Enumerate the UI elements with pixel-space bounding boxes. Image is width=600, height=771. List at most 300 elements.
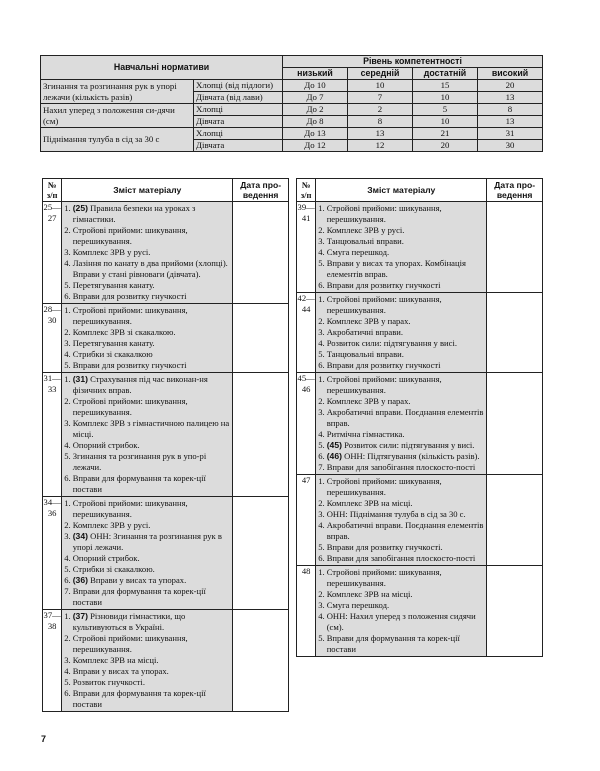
- norms-value: 13: [478, 116, 543, 128]
- item-text: Вправи для запобігання плоскосто-пості: [326, 462, 476, 472]
- item-text-wrapper: [327, 280, 485, 291]
- norms-value: 21: [413, 128, 478, 140]
- norms-group: Дівчата: [194, 116, 283, 128]
- content-item: [64, 575, 230, 586]
- item-number: 2.: [318, 589, 325, 599]
- lesson-date: [233, 610, 289, 712]
- lesson-row: [43, 610, 289, 712]
- content-item: [318, 498, 484, 509]
- content-item: [318, 553, 484, 564]
- content-item: [64, 440, 230, 451]
- item-text-wrapper: [73, 349, 231, 360]
- item-number: 6.: [64, 688, 71, 698]
- content-item: [318, 429, 484, 440]
- item-text-wrapper: [73, 677, 231, 688]
- item-text: ОНН: Піднімання тулуба в сід за 30 с.: [326, 509, 466, 519]
- content-item: [64, 247, 230, 258]
- content-item: [318, 542, 484, 553]
- content-item: [318, 476, 484, 498]
- item-number: 3.: [64, 655, 71, 665]
- content-item: [64, 451, 230, 473]
- column-header-number: № з/п: [297, 179, 316, 202]
- item-number: 2.: [64, 225, 71, 235]
- item-lesson-ref: (36): [72, 575, 88, 585]
- item-number: 5.: [64, 677, 71, 687]
- item-text: Вправи у висах та упорах. Комбінація елементів вправ.: [326, 258, 466, 279]
- item-number: 5.: [64, 360, 71, 370]
- lesson-content: [316, 566, 487, 657]
- item-number: 1.: [64, 374, 71, 384]
- item-number: 7.: [64, 586, 71, 596]
- content-item: [64, 688, 230, 710]
- content-item: [64, 280, 230, 291]
- norms-group: Дівчата (від лави): [194, 92, 283, 104]
- item-text: Вправи для формування та корек-ції постави: [72, 586, 206, 607]
- item-text: Правила безпеки на уроках з гімнастики.: [72, 203, 196, 224]
- item-lesson-ref: (45): [326, 440, 342, 450]
- lesson-date: [233, 373, 289, 497]
- lesson-number: 25—27: [43, 202, 62, 304]
- item-number: 1.: [318, 374, 325, 384]
- item-text: ОНН: Нахил уперед з положення сидячи (см).: [326, 611, 476, 632]
- item-number: 5.: [318, 633, 325, 643]
- content-item: [318, 280, 484, 291]
- item-text: Акробатичні вправи. Поєднання елементів вправ.: [326, 407, 484, 428]
- norms-group: Дівчата: [194, 140, 283, 152]
- item-text: Комплекс ЗРВ на місці.: [326, 498, 413, 508]
- item-number: 1.: [64, 611, 71, 621]
- item-text-wrapper: [73, 451, 231, 473]
- item-number: 5.: [318, 349, 325, 359]
- item-text-wrapper: [73, 655, 231, 666]
- item-number: 6.: [64, 291, 71, 301]
- norms-value: 12: [348, 140, 413, 152]
- item-number: 2.: [318, 498, 325, 508]
- item-number: 2.: [318, 396, 325, 406]
- content-item: [318, 349, 484, 360]
- item-text: Стройові прийоми: шикування, перешикування.: [326, 476, 442, 497]
- item-text-wrapper: [73, 553, 231, 564]
- item-text-wrapper: [73, 360, 231, 371]
- item-text: Смуга перешкод.: [326, 247, 390, 257]
- lesson-content: [62, 304, 233, 373]
- item-text-wrapper: [327, 633, 485, 655]
- content-item: [318, 225, 484, 236]
- item-number: 2.: [318, 316, 325, 326]
- norms-value: До 12: [283, 140, 348, 152]
- item-number: 4.: [64, 349, 71, 359]
- item-number: 2.: [64, 396, 71, 406]
- item-text: Вправи для розвитку гнучкості: [72, 291, 187, 301]
- item-text: Смуга перешкод.: [326, 600, 390, 610]
- item-text-wrapper: [73, 531, 231, 553]
- level-medium: середній: [348, 68, 413, 80]
- item-text: Комплекс ЗРВ на місці.: [72, 655, 159, 665]
- item-text-wrapper: [73, 575, 231, 586]
- item-number: 2.: [318, 225, 325, 235]
- item-number: 4.: [318, 520, 325, 530]
- lesson-content: [316, 293, 487, 373]
- item-text: Комплекс ЗРВ у парах.: [326, 316, 411, 326]
- item-number: 4.: [318, 611, 325, 621]
- item-text-wrapper: [327, 611, 485, 633]
- item-number: 7.: [318, 462, 325, 472]
- norms-row: [41, 104, 543, 116]
- item-number: 5.: [318, 440, 325, 450]
- content-item: [64, 258, 230, 280]
- norms-value: До 8: [283, 116, 348, 128]
- item-text-wrapper: [73, 374, 231, 396]
- norms-header-title: Навчальні нормативи: [41, 56, 283, 80]
- item-number: 6.: [318, 280, 325, 290]
- item-text: Стройові прийоми: шикування, перешикування.: [72, 396, 188, 417]
- lesson-row: [43, 202, 289, 304]
- item-text: Вправи для запобігання плоскосто-пості: [326, 553, 476, 563]
- item-text: Комплекс ЗРВ на місці.: [326, 589, 413, 599]
- item-number: 6.: [318, 553, 325, 563]
- norms-value: До 7: [283, 92, 348, 104]
- content-item: [64, 305, 230, 327]
- item-text-wrapper: [327, 451, 485, 462]
- item-text-wrapper: [327, 360, 485, 371]
- item-number: 1.: [64, 498, 71, 508]
- item-number: 4.: [64, 666, 71, 676]
- item-text: Комплекс ЗРВ зі скакалкою.: [72, 327, 176, 337]
- item-text-wrapper: [327, 349, 485, 360]
- content-item: [64, 338, 230, 349]
- content-item: [318, 520, 484, 542]
- item-text-wrapper: [327, 316, 485, 327]
- norms-value: 15: [413, 80, 478, 92]
- item-number: 3.: [64, 247, 71, 257]
- item-text-wrapper: [327, 429, 485, 440]
- item-text: Вправи у висах та упорах.: [87, 575, 187, 585]
- lesson-row: [43, 304, 289, 373]
- norms-value: 10: [348, 80, 413, 92]
- item-text: Опорний стрибок.: [72, 440, 140, 450]
- item-text-wrapper: [327, 567, 485, 589]
- content-item: [318, 509, 484, 520]
- norms-row: [41, 80, 543, 92]
- norms-value: 20: [478, 80, 543, 92]
- item-text: Стройові прийоми: шикування, перешикування.: [72, 225, 188, 246]
- content-item: [64, 498, 230, 520]
- level-low: низький: [283, 68, 348, 80]
- norms-group: Хлопці (від підлоги): [194, 80, 283, 92]
- item-number: 5.: [64, 564, 71, 574]
- content-item: [64, 225, 230, 247]
- norms-exercise: Піднімання тулуба в сід за 30 с: [41, 128, 194, 152]
- lesson-row: [297, 202, 543, 293]
- item-text-wrapper: [73, 396, 231, 418]
- item-number: 6.: [64, 473, 71, 483]
- item-number: 2.: [64, 633, 71, 643]
- item-text-wrapper: [327, 462, 485, 473]
- content-item: [318, 316, 484, 327]
- item-text-wrapper: [327, 294, 485, 316]
- lesson-date: [487, 373, 543, 475]
- content-item: [318, 589, 484, 600]
- lesson-plan-table-right: [296, 178, 543, 657]
- column-header-content: Зміст матеріалу: [316, 179, 487, 202]
- item-text: Акробатичні вправи. Поєднання елементів вправ.: [326, 520, 484, 541]
- lesson-content: [62, 202, 233, 304]
- item-number: 4.: [64, 440, 71, 450]
- item-text-wrapper: [73, 291, 231, 302]
- item-text-wrapper: [73, 258, 231, 280]
- content-item: [318, 462, 484, 473]
- norms-value: 2: [348, 104, 413, 116]
- content-item: [64, 553, 230, 564]
- item-text-wrapper: [327, 476, 485, 498]
- item-text: Вправи для формування та корек-ції постави: [72, 688, 206, 709]
- item-text: Комплекс ЗРВ у русі.: [326, 225, 405, 235]
- level-sufficient: достатній: [413, 68, 478, 80]
- item-text: Опорний стрибок.: [72, 553, 140, 563]
- content-item: [318, 633, 484, 655]
- item-text-wrapper: [73, 520, 231, 531]
- item-text: Танцювальні вправи.: [326, 349, 404, 359]
- item-text: Розвиток сили: підтягування у висі.: [341, 440, 475, 450]
- item-lesson-ref: (25): [72, 203, 88, 213]
- item-text: Страхування під час виконан-ня фізичних вправ.: [72, 374, 208, 395]
- lesson-row: [43, 373, 289, 497]
- item-number: 3.: [64, 338, 71, 348]
- content-item: [318, 360, 484, 371]
- item-text: Вправи для розвитку гнучкості: [326, 280, 441, 290]
- lesson-content: [62, 373, 233, 497]
- content-item: [318, 203, 484, 225]
- lesson-number: 48: [297, 566, 316, 657]
- item-number: 1.: [64, 305, 71, 315]
- column-header-content: Зміст матеріалу: [62, 179, 233, 202]
- norms-table: [40, 55, 543, 152]
- column-header-number: № з/п: [43, 179, 62, 202]
- item-text-wrapper: [327, 203, 485, 225]
- item-text: Акробатичні вправи.: [326, 327, 404, 337]
- norms-value: 10: [413, 92, 478, 104]
- content-item: [64, 360, 230, 371]
- item-text-wrapper: [327, 327, 485, 338]
- item-text: Вправи для розвитку гнучкості.: [326, 542, 443, 552]
- item-number: 4.: [318, 338, 325, 348]
- lesson-row: [43, 497, 289, 610]
- content-item: [318, 247, 484, 258]
- lesson-date: [487, 202, 543, 293]
- item-number: 1.: [318, 294, 325, 304]
- item-lesson-ref: (46): [326, 451, 342, 461]
- item-text-wrapper: [327, 374, 485, 396]
- item-lesson-ref: (37): [72, 611, 88, 621]
- lesson-content: [316, 475, 487, 566]
- item-text-wrapper: [327, 236, 485, 247]
- item-text-wrapper: [327, 553, 485, 564]
- lesson-number: 47: [297, 475, 316, 566]
- item-text-wrapper: [327, 338, 485, 349]
- content-item: [318, 327, 484, 338]
- item-text-wrapper: [73, 586, 231, 608]
- content-item: [64, 349, 230, 360]
- lesson-number: 42—44: [297, 293, 316, 373]
- norms-group: Хлопці: [194, 104, 283, 116]
- item-text-wrapper: [73, 498, 231, 520]
- content-item: [318, 611, 484, 633]
- norms-value: До 13: [283, 128, 348, 140]
- norms-header-levels: Рівень компетентності: [283, 56, 543, 68]
- content-item: [64, 418, 230, 440]
- item-number: 3.: [318, 600, 325, 610]
- item-text-wrapper: [73, 203, 231, 225]
- item-text-wrapper: [73, 611, 231, 633]
- item-text: Вправи для формування та корек-ції постави: [72, 473, 206, 494]
- content-item: [64, 666, 230, 677]
- item-text-wrapper: [327, 600, 485, 611]
- item-text: Перетягування канату.: [72, 338, 155, 348]
- lesson-number: 31—33: [43, 373, 62, 497]
- content-item: [318, 258, 484, 280]
- item-text: Стрибки зі скакалкою: [72, 349, 153, 359]
- item-number: 4.: [318, 429, 325, 439]
- item-number: 5.: [318, 258, 325, 268]
- norms-exercise: Нахил уперед з положення си-дячи (см): [41, 104, 194, 128]
- norms-value: 10: [413, 116, 478, 128]
- item-text-wrapper: [73, 473, 231, 495]
- item-text: Комплекс ЗРВ у русі.: [72, 247, 151, 257]
- item-text-wrapper: [73, 666, 231, 677]
- item-text-wrapper: [327, 258, 485, 280]
- norms-exercise: Згинання та розгинання рук в упорі лежачи (кількість разів): [41, 80, 194, 104]
- item-text: Перетягування канату.: [72, 280, 155, 290]
- item-number: 1.: [318, 476, 325, 486]
- norms-value: 7: [348, 92, 413, 104]
- content-item: [64, 633, 230, 655]
- content-item: [318, 451, 484, 462]
- norms-value: 31: [478, 128, 543, 140]
- content-item: [64, 611, 230, 633]
- norms-group: Хлопці: [194, 128, 283, 140]
- item-text: Танцювальні вправи.: [326, 236, 404, 246]
- lesson-row: [297, 373, 543, 475]
- item-text-wrapper: [73, 247, 231, 258]
- item-text-wrapper: [73, 633, 231, 655]
- level-high: високий: [478, 68, 543, 80]
- lesson-content: [316, 202, 487, 293]
- item-number: 3.: [318, 407, 325, 417]
- norms-value: 5: [413, 104, 478, 116]
- lesson-number: 39—41: [297, 202, 316, 293]
- item-text-wrapper: [327, 498, 485, 509]
- item-text: Стройові прийоми: шикування, перешикування.: [326, 567, 442, 588]
- item-text: Стройові прийоми: шикування, перешикування.: [72, 498, 188, 519]
- item-number: 5.: [64, 451, 71, 461]
- item-text-wrapper: [327, 440, 485, 451]
- item-number: 6.: [64, 575, 71, 585]
- item-text: Комплекс ЗРВ у русі.: [72, 520, 151, 530]
- norms-value: До 2: [283, 104, 348, 116]
- item-text: Ритмічна гімнастика.: [326, 429, 405, 439]
- item-number: 2.: [64, 520, 71, 530]
- content-item: [318, 338, 484, 349]
- item-text: Згинання та розгинання рук в упо-рі лежачи.: [72, 451, 207, 472]
- item-number: 3.: [318, 327, 325, 337]
- item-text-wrapper: [73, 338, 231, 349]
- content-item: [64, 564, 230, 575]
- item-text: Вправи для розвитку гнучкості: [326, 360, 441, 370]
- item-text: Різновиди гімнастики, що культивуються в Україні.: [72, 611, 186, 632]
- lesson-number: 45—46: [297, 373, 316, 475]
- item-text-wrapper: [327, 247, 485, 258]
- page-number: 7: [41, 734, 47, 744]
- item-text-wrapper: [73, 418, 231, 440]
- norms-value: До 10: [283, 80, 348, 92]
- content-item: [318, 396, 484, 407]
- norms-value: 30: [478, 140, 543, 152]
- content-item: [64, 396, 230, 418]
- item-text-wrapper: [73, 280, 231, 291]
- content-item: [318, 407, 484, 429]
- content-item: [318, 567, 484, 589]
- item-text: Розвиток сили: підтягування у висі.: [326, 338, 457, 348]
- norms-row: [41, 128, 543, 140]
- content-item: [64, 327, 230, 338]
- content-item: [318, 374, 484, 396]
- item-text: Комплекс ЗРВ у парах.: [326, 396, 411, 406]
- content-item: [64, 291, 230, 302]
- item-text: Розвиток гнучкості.: [72, 677, 145, 687]
- item-number: 3.: [318, 236, 325, 246]
- lesson-date: [487, 293, 543, 373]
- item-number: 5.: [64, 280, 71, 290]
- content-item: [318, 600, 484, 611]
- item-text: Стрибки зі скакалкою.: [72, 564, 155, 574]
- norms-value: 8: [348, 116, 413, 128]
- lesson-date: [233, 202, 289, 304]
- lesson-row: [297, 293, 543, 373]
- item-text-wrapper: [327, 520, 485, 542]
- norms-value: 13: [348, 128, 413, 140]
- item-text-wrapper: [327, 509, 485, 520]
- lesson-date: [487, 475, 543, 566]
- content-item: [64, 655, 230, 666]
- item-text: Стройові прийоми: шикування, перешикування.: [72, 633, 188, 654]
- item-text: ОНН: Підтягування (кількість разів).: [341, 451, 480, 461]
- content-item: [64, 677, 230, 688]
- content-item: [318, 440, 484, 451]
- item-text-wrapper: [327, 225, 485, 236]
- item-text-wrapper: [73, 225, 231, 247]
- lesson-number: 34—36: [43, 497, 62, 610]
- lesson-number: 37—38: [43, 610, 62, 712]
- item-text: Вправи у висах та упорах.: [72, 666, 169, 676]
- lesson-plan-table-left: [42, 178, 289, 712]
- column-header-date: Дата про-ведення: [233, 179, 289, 202]
- item-text: ОНН: Згинання та розгинання рук в упорі лежачи.: [72, 531, 222, 552]
- item-number: 2.: [64, 327, 71, 337]
- item-text-wrapper: [73, 688, 231, 710]
- item-number: 1.: [318, 203, 325, 213]
- item-number: 3.: [318, 509, 325, 519]
- lesson-content: [62, 610, 233, 712]
- norms-value: 8: [478, 104, 543, 116]
- content-item: [318, 294, 484, 316]
- item-text-wrapper: [73, 440, 231, 451]
- item-text-wrapper: [327, 542, 485, 553]
- item-number: 1.: [318, 567, 325, 577]
- item-text: Комплекс ЗРВ з гімнастичною палицею на місці.: [72, 418, 230, 439]
- item-text-wrapper: [327, 589, 485, 600]
- item-number: 6.: [318, 360, 325, 370]
- content-item: [64, 374, 230, 396]
